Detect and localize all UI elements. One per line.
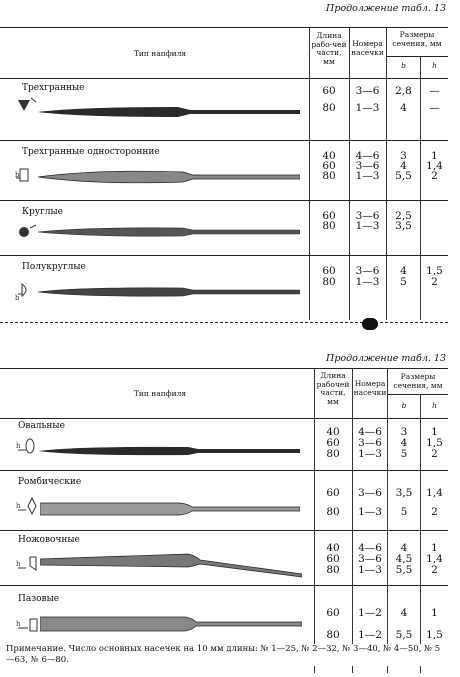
header-numbers: Номера насечки (353, 379, 387, 397)
group-divider (0, 200, 448, 201)
group-divider (0, 140, 448, 141)
oval-section-icon (14, 436, 40, 458)
svg-text:h: h (16, 560, 21, 568)
b-cell: 5,5 (395, 564, 413, 576)
length-cell: 60 (322, 85, 336, 97)
file-illustration (40, 500, 300, 518)
group-name: Овальные (18, 421, 65, 431)
half-round-section-icon (14, 280, 38, 302)
h-cell: 2 (431, 564, 438, 576)
h-cell: 1,5 (426, 437, 443, 449)
length-cell: 60 (326, 553, 340, 565)
h-cell: 2 (431, 276, 438, 288)
h-cell: 2 (431, 448, 438, 460)
group-divider (0, 470, 448, 471)
h-cell: 1 (431, 150, 438, 162)
group-name: Ножовочные (18, 535, 80, 545)
numbers-cell: 1—3 (358, 506, 382, 518)
table2-col-divider (314, 368, 315, 673)
b-cell: 2,5 (395, 210, 412, 222)
table2-col-divider (387, 368, 388, 673)
group-name: Пазовые (18, 594, 60, 604)
length-cell: 80 (322, 276, 336, 288)
b-cell: 4 (400, 160, 407, 172)
numbers-cell: 3—6 (355, 210, 380, 222)
continuation-label-bottom: Продолжение табл. 13 (326, 353, 446, 364)
table2-top-border (0, 368, 448, 369)
file-illustration (38, 443, 300, 459)
group-name: Трехгранные односторонние (22, 147, 160, 157)
table1-header-border (0, 78, 448, 79)
h-cell: 2 (431, 506, 438, 518)
knife-section-icon (14, 554, 40, 576)
triangle-section-icon (16, 96, 38, 114)
length-cell: 60 (326, 437, 340, 449)
group-name: Круглые (22, 207, 63, 217)
header-type: Тип напфиля (133, 389, 187, 398)
file-illustration (38, 104, 300, 120)
numbers-cell: 3—6 (355, 160, 380, 172)
b-cell: 4 (400, 607, 408, 619)
group-divider (0, 255, 448, 256)
table1-top-border (0, 27, 448, 28)
numbers-cell: 3—6 (355, 85, 380, 97)
length-cell: 60 (326, 607, 340, 619)
h-cell: 1,5 (426, 629, 443, 641)
header-length: Длина рабо-чей части, мм (311, 31, 347, 66)
b-cell: 3,5 (395, 487, 413, 499)
numbers-cell: 4—6 (358, 542, 382, 554)
file-illustration (38, 224, 300, 240)
b-cell: 4 (400, 102, 407, 114)
numbers-cell: 1—2 (358, 607, 382, 619)
header-length: Длина рабочей части, мм (316, 371, 350, 406)
numbers-cell: 1—3 (355, 170, 380, 182)
h-cell: 1,5 (426, 265, 443, 277)
b-cell: 3 (400, 150, 407, 162)
table1-sizes-divider (386, 56, 448, 57)
h-cell: 1,4 (426, 553, 443, 565)
length-cell: 80 (322, 220, 336, 232)
numbers-cell: 1—3 (358, 564, 382, 576)
header-type: Тип напфиля (133, 49, 187, 58)
numbers-cell: 3—6 (355, 265, 380, 277)
header-h: h (432, 401, 437, 410)
file-illustration (38, 284, 300, 300)
h-cell: 1 (431, 426, 438, 438)
numbers-cell: 3—6 (358, 437, 382, 449)
group-divider (0, 585, 448, 586)
h-cell: 1,4 (426, 487, 443, 499)
length-cell: 80 (322, 102, 336, 114)
length-cell: 60 (322, 265, 336, 277)
svg-text:h: h (16, 442, 21, 450)
h-cell: 1,4 (426, 160, 443, 172)
numbers-cell: 1—3 (355, 276, 380, 288)
continuation-label-top: Продолжение табл. 13 (326, 3, 446, 14)
numbers-cell: 4—6 (358, 426, 382, 438)
length-cell: 80 (326, 448, 340, 460)
b-cell: 4,5 (395, 553, 413, 565)
triangle-single-section-icon (14, 166, 38, 186)
header-h: h (432, 61, 437, 70)
length-cell: 40 (326, 542, 340, 554)
b-cell: 4 (400, 265, 407, 277)
slot-section-icon (14, 616, 40, 636)
numbers-cell: 3—6 (358, 553, 382, 565)
h-cell: 1 (431, 542, 438, 554)
rhombic-section-icon (14, 496, 40, 518)
b-cell: 2,8 (395, 85, 412, 97)
b-cell: 4 (400, 542, 408, 554)
numbers-cell: 1—2 (358, 629, 382, 641)
b-cell: 5 (400, 276, 407, 288)
svg-text:b: b (15, 294, 20, 302)
file-illustration (38, 168, 300, 186)
header-sizes: Размеры сечения, мм (393, 372, 443, 390)
numbers-cell: 4—6 (355, 150, 380, 162)
ink-blot (362, 318, 378, 330)
group-divider (0, 530, 448, 531)
table2-sizes-divider (387, 394, 448, 395)
b-cell: 5,5 (395, 170, 412, 182)
table1-bottom-dashed (0, 322, 448, 323)
header-b: b (401, 61, 406, 70)
length-cell: 40 (322, 150, 336, 162)
b-cell: 3,5 (395, 220, 412, 232)
svg-text:b: b (15, 171, 20, 179)
table2-header-border (0, 418, 448, 419)
svg-text:h: h (16, 502, 21, 510)
length-cell: 60 (322, 210, 336, 222)
b-cell: 4 (400, 437, 408, 449)
round-section-icon (16, 222, 38, 242)
h-cell: — (429, 85, 440, 97)
length-cell: 80 (326, 506, 340, 518)
numbers-cell: 1—3 (355, 102, 380, 114)
h-cell: — (429, 102, 440, 114)
length-cell: 60 (326, 487, 340, 499)
b-cell: 3 (400, 426, 408, 438)
table2-col-divider (352, 368, 353, 673)
group-name: Полукруглые (22, 262, 86, 272)
b-cell: 5,5 (395, 629, 413, 641)
footnote: Примечание. Число основных насечек на 10 мм длины: № 1—25, № 2—32, № 3—40, № 4—50, № 5—63, № 6—80. (6, 644, 448, 666)
length-cell: 40 (326, 426, 340, 438)
group-name: Ромбические (18, 477, 82, 487)
header-b: b (401, 401, 407, 410)
numbers-cell: 1—3 (355, 220, 380, 232)
length-cell: 80 (326, 564, 340, 576)
b-cell: 5 (400, 506, 408, 518)
file-illustration (40, 614, 302, 634)
h-cell: 1 (431, 607, 438, 619)
group-name: Трехгранные (22, 83, 85, 93)
header-sizes: Размеры сечения, мм (392, 30, 442, 48)
length-cell: 60 (322, 160, 336, 172)
b-cell: 5 (400, 448, 408, 460)
numbers-cell: 3—6 (358, 487, 382, 499)
numbers-cell: 1—3 (358, 448, 382, 460)
svg-text:h: h (16, 620, 21, 628)
length-cell: 80 (322, 170, 336, 182)
file-illustration (40, 546, 302, 578)
h-cell: 2 (431, 170, 438, 182)
length-cell: 80 (326, 629, 340, 641)
header-numbers: Номера насечки (351, 39, 384, 57)
